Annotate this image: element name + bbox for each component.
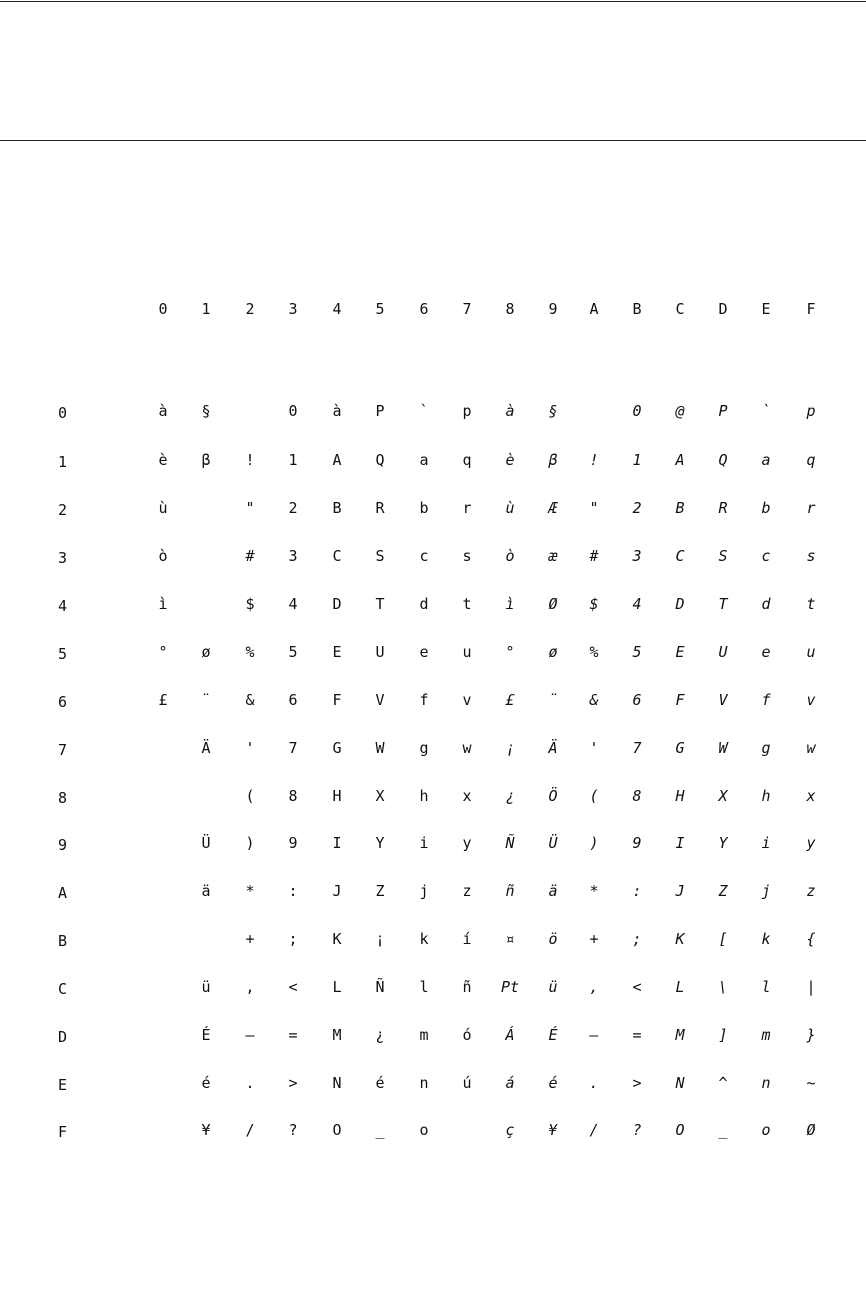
- table-cell: ¡: [375, 930, 385, 948]
- table-cell: Pt: [500, 978, 520, 996]
- table-cell: C: [675, 547, 685, 565]
- table-cell: y: [462, 834, 472, 852]
- table-cell: n: [419, 1074, 429, 1092]
- table-cell: j: [419, 882, 429, 900]
- table-cell: t: [462, 595, 472, 613]
- table-cell: e: [761, 643, 771, 661]
- table-cell: >: [632, 1074, 642, 1092]
- table-cell: I: [332, 834, 342, 852]
- table-cell: U: [375, 643, 385, 661]
- table-cell: 1: [288, 451, 298, 469]
- table-cell: 9: [288, 834, 298, 852]
- table-cell: 6: [632, 691, 642, 709]
- table-cell: n: [761, 1074, 771, 1092]
- table-cell: £: [505, 691, 515, 709]
- table-cell: v: [462, 691, 472, 709]
- table-cell: +: [245, 930, 255, 948]
- table-cell: à: [332, 402, 342, 420]
- table-cell: o: [761, 1121, 771, 1139]
- table-cell: ~: [806, 1074, 816, 1092]
- table-cell: F: [675, 691, 685, 709]
- table-cell: 2: [632, 499, 642, 517]
- table-cell: ç: [505, 1121, 515, 1139]
- column-header: 7: [462, 300, 472, 318]
- column-header: 9: [548, 300, 558, 318]
- column-header: 1: [201, 300, 211, 318]
- table-cell: 0: [632, 402, 642, 420]
- table-cell: J: [332, 882, 342, 900]
- table-cell: §: [548, 402, 558, 420]
- table-cell: 6: [288, 691, 298, 709]
- column-header: 0: [158, 300, 168, 318]
- table-cell: $: [589, 595, 599, 613]
- table-cell: x: [806, 787, 816, 805]
- table-cell: /: [589, 1121, 599, 1139]
- table-cell: N: [675, 1074, 685, 1092]
- table-cell: ò: [158, 547, 168, 565]
- table-cell: Ü: [548, 834, 558, 852]
- table-cell: S: [375, 547, 385, 565]
- table-cell: q: [806, 451, 816, 469]
- table-cell: \: [718, 978, 728, 996]
- table-cell: V: [718, 691, 728, 709]
- table-cell: 4: [632, 595, 642, 613]
- table-cell: ': [245, 739, 255, 757]
- table-cell: é: [375, 1074, 385, 1092]
- table-cell: t: [806, 595, 816, 613]
- table-cell: ¡: [505, 739, 515, 757]
- table-cell: z: [806, 882, 816, 900]
- table-cell: ù: [505, 499, 515, 517]
- table-cell: [: [718, 930, 728, 948]
- table-cell: Á: [505, 1026, 515, 1044]
- table-cell: _: [375, 1121, 385, 1139]
- table-cell: =: [632, 1026, 642, 1044]
- column-header: 3: [288, 300, 298, 318]
- table-cell: k: [761, 930, 771, 948]
- table-cell: Ü: [201, 834, 211, 852]
- row-header: 4: [58, 597, 68, 615]
- table-cell: Ñ: [505, 834, 515, 852]
- table-cell: `: [761, 402, 771, 420]
- table-cell: é: [548, 1074, 558, 1092]
- table-cell: ¨: [548, 691, 558, 709]
- table-cell: s: [462, 547, 472, 565]
- table-cell: G: [332, 739, 342, 757]
- table-cell: K: [332, 930, 342, 948]
- table-cell: =: [288, 1026, 298, 1044]
- table-cell: &: [245, 691, 255, 709]
- column-header: A: [589, 300, 599, 318]
- table-cell: f: [761, 691, 771, 709]
- table-cell: T: [718, 595, 728, 613]
- table-cell: !: [245, 451, 255, 469]
- table-cell: 7: [632, 739, 642, 757]
- table-cell: ?: [288, 1121, 298, 1139]
- table-cell: H: [332, 787, 342, 805]
- table-cell: ¨: [201, 691, 211, 709]
- table-cell: g: [761, 739, 771, 757]
- table-cell: ]: [718, 1026, 728, 1044]
- table-cell: W: [718, 739, 728, 757]
- table-cell: 5: [632, 643, 642, 661]
- table-cell: P: [718, 402, 728, 420]
- table-cell: ¿: [375, 1026, 385, 1044]
- row-header: 9: [58, 836, 68, 854]
- table-cell: è: [158, 451, 168, 469]
- column-header: 2: [245, 300, 255, 318]
- row-header: F: [58, 1123, 68, 1141]
- table-cell: ì: [505, 595, 515, 613]
- table-cell: –: [245, 1026, 255, 1044]
- table-cell: Ñ: [375, 978, 385, 996]
- table-cell: í: [462, 930, 472, 948]
- table-cell: r: [462, 499, 472, 517]
- table-cell: M: [332, 1026, 342, 1044]
- table-cell: o: [419, 1121, 429, 1139]
- table-cell: ó: [462, 1026, 472, 1044]
- table-cell: Ø: [806, 1121, 816, 1139]
- table-cell: `: [419, 402, 429, 420]
- table-cell: æ: [548, 547, 558, 565]
- table-cell: 1: [632, 451, 642, 469]
- table-cell: }: [806, 1026, 816, 1044]
- table-cell: ø: [548, 643, 558, 661]
- table-cell: .: [589, 1074, 599, 1092]
- table-cell: #: [589, 547, 599, 565]
- table-cell: p: [462, 402, 472, 420]
- table-cell: 8: [288, 787, 298, 805]
- table-cell: ¿: [505, 787, 515, 805]
- table-cell: z: [462, 882, 472, 900]
- table-cell: ä: [548, 882, 558, 900]
- table-cell: ": [589, 499, 599, 517]
- table-cell: h: [761, 787, 771, 805]
- table-cell: Y: [718, 834, 728, 852]
- table-cell: W: [375, 739, 385, 757]
- table-cell: 3: [288, 547, 298, 565]
- table-cell: B: [675, 499, 685, 517]
- table-cell: (: [589, 787, 599, 805]
- table-cell: ': [589, 739, 599, 757]
- table-cell: 5: [288, 643, 298, 661]
- table-cell: ): [245, 834, 255, 852]
- table-cell: β: [201, 451, 211, 469]
- table-cell: ñ: [505, 882, 515, 900]
- table-cell: l: [419, 978, 429, 996]
- table-cell: B: [332, 499, 342, 517]
- table-cell: <: [632, 978, 642, 996]
- table-cell: b: [761, 499, 771, 517]
- row-header: 2: [58, 501, 68, 519]
- table-cell: J: [675, 882, 685, 900]
- table-cell: O: [332, 1121, 342, 1139]
- table-cell: m: [419, 1026, 429, 1044]
- table-cell: *: [245, 882, 255, 900]
- table-cell: ú: [462, 1074, 472, 1092]
- table-cell: 4: [288, 595, 298, 613]
- table-cell: Z: [718, 882, 728, 900]
- table-cell: c: [761, 547, 771, 565]
- table-cell: y: [806, 834, 816, 852]
- row-header: 5: [58, 645, 68, 663]
- table-cell: ¥: [201, 1121, 211, 1139]
- row-header: 7: [58, 741, 68, 759]
- table-cell: ö: [548, 930, 558, 948]
- table-cell: X: [718, 787, 728, 805]
- table-cell: i: [419, 834, 429, 852]
- table-cell: |: [806, 978, 816, 996]
- table-cell: D: [675, 595, 685, 613]
- table-cell: ?: [632, 1121, 642, 1139]
- table-cell: F: [332, 691, 342, 709]
- table-cell: (: [245, 787, 255, 805]
- table-cell: h: [419, 787, 429, 805]
- table-cell: é: [201, 1074, 211, 1092]
- table-cell: #: [245, 547, 255, 565]
- row-header: 3: [58, 549, 68, 567]
- table-cell: u: [462, 643, 472, 661]
- row-header: 1: [58, 453, 68, 471]
- row-header: A: [58, 884, 68, 902]
- row-header: E: [58, 1076, 68, 1094]
- table-cell: β: [548, 451, 558, 469]
- table-cell: d: [419, 595, 429, 613]
- table-cell: ): [589, 834, 599, 852]
- table-cell: E: [675, 643, 685, 661]
- table-cell: 3: [632, 547, 642, 565]
- row-header: D: [58, 1028, 68, 1046]
- table-cell: *: [589, 882, 599, 900]
- table-cell: ¥: [548, 1121, 558, 1139]
- column-header: 6: [419, 300, 429, 318]
- table-cell: T: [375, 595, 385, 613]
- table-cell: {: [806, 930, 816, 948]
- row-header: B: [58, 932, 68, 950]
- table-cell: 7: [288, 739, 298, 757]
- table-cell: f: [419, 691, 429, 709]
- table-cell: _: [718, 1121, 728, 1139]
- table-cell: N: [332, 1074, 342, 1092]
- table-cell: ,: [589, 978, 599, 996]
- table-cell: :: [288, 882, 298, 900]
- table-cell: ù: [158, 499, 168, 517]
- table-cell: E: [332, 643, 342, 661]
- table-cell: Æ: [548, 499, 558, 517]
- table-cell: %: [245, 643, 255, 661]
- table-cell: R: [375, 499, 385, 517]
- table-cell: U: [718, 643, 728, 661]
- table-cell: s: [806, 547, 816, 565]
- table-cell: i: [761, 834, 771, 852]
- table-cell: à: [505, 402, 515, 420]
- table-cell: V: [375, 691, 385, 709]
- row-header: 8: [58, 789, 68, 807]
- column-header: 8: [505, 300, 515, 318]
- table-cell: q: [462, 451, 472, 469]
- table-cell: à: [158, 402, 168, 420]
- table-cell: P: [375, 402, 385, 420]
- table-cell: k: [419, 930, 429, 948]
- table-cell: ;: [632, 930, 642, 948]
- table-cell: w: [806, 739, 816, 757]
- table-cell: /: [245, 1121, 255, 1139]
- table-cell: C: [332, 547, 342, 565]
- table-cell: S: [718, 547, 728, 565]
- table-cell: ,: [245, 978, 255, 996]
- table-cell: §: [201, 402, 211, 420]
- column-header: B: [632, 300, 642, 318]
- table-cell: Q: [375, 451, 385, 469]
- table-cell: ò: [505, 547, 515, 565]
- column-header: 5: [375, 300, 385, 318]
- table-cell: d: [761, 595, 771, 613]
- table-cell: ñ: [462, 978, 472, 996]
- table-cell: b: [419, 499, 429, 517]
- table-cell: <: [288, 978, 298, 996]
- table-cell: Z: [375, 882, 385, 900]
- table-cell: +: [589, 930, 599, 948]
- table-cell: e: [419, 643, 429, 661]
- table-cell: Ö: [548, 787, 558, 805]
- table-cell: °: [158, 643, 168, 661]
- table-cell: .: [245, 1074, 255, 1092]
- table-cell: Ø: [548, 595, 558, 613]
- table-cell: l: [761, 978, 771, 996]
- table-cell: ^: [718, 1074, 728, 1092]
- table-cell: $: [245, 595, 255, 613]
- table-cell: &: [589, 691, 599, 709]
- table-cell: ì: [158, 595, 168, 613]
- table-cell: G: [675, 739, 685, 757]
- column-header: E: [761, 300, 771, 318]
- row-header: C: [58, 980, 68, 998]
- table-cell: ü: [548, 978, 558, 996]
- table-cell: L: [332, 978, 342, 996]
- table-cell: 9: [632, 834, 642, 852]
- table-cell: ä: [201, 882, 211, 900]
- table-cell: u: [806, 643, 816, 661]
- table-cell: –: [589, 1026, 599, 1044]
- table-cell: É: [201, 1026, 211, 1044]
- table-cell: x: [462, 787, 472, 805]
- table-cell: A: [675, 451, 685, 469]
- table-cell: Ä: [548, 739, 558, 757]
- table-cell: a: [761, 451, 771, 469]
- column-header: D: [718, 300, 728, 318]
- table-cell: è: [505, 451, 515, 469]
- table-cell: p: [806, 402, 816, 420]
- table-cell: ;: [288, 930, 298, 948]
- table-cell: á: [505, 1074, 515, 1092]
- table-cell: I: [675, 834, 685, 852]
- table-cell: 2: [288, 499, 298, 517]
- table-cell: a: [419, 451, 429, 469]
- row-header: 6: [58, 693, 68, 711]
- column-header: F: [806, 300, 816, 318]
- table-cell: H: [675, 787, 685, 805]
- table-cell: g: [419, 739, 429, 757]
- table-cell: j: [761, 882, 771, 900]
- table-cell: °: [505, 643, 515, 661]
- table-cell: Ä: [201, 739, 211, 757]
- table-cell: ø: [201, 643, 211, 661]
- table-cell: >: [288, 1074, 298, 1092]
- table-cell: m: [761, 1026, 771, 1044]
- table-cell: A: [332, 451, 342, 469]
- table-cell: L: [675, 978, 685, 996]
- table-cell: Q: [718, 451, 728, 469]
- table-cell: ": [245, 499, 255, 517]
- table-cell: w: [462, 739, 472, 757]
- column-header: C: [675, 300, 685, 318]
- table-cell: Y: [375, 834, 385, 852]
- table-cell: ¤: [505, 930, 515, 948]
- table-cell: v: [806, 691, 816, 709]
- table-cell: 8: [632, 787, 642, 805]
- row-header: 0: [58, 404, 68, 422]
- table-cell: @: [675, 402, 685, 420]
- table-cell: 0: [288, 402, 298, 420]
- table-cell: !: [589, 451, 599, 469]
- table-cell: X: [375, 787, 385, 805]
- table-cell: É: [548, 1026, 558, 1044]
- table-cell: O: [675, 1121, 685, 1139]
- table-cell: £: [158, 691, 168, 709]
- table-cell: M: [675, 1026, 685, 1044]
- table-cell: r: [806, 499, 816, 517]
- table-cell: D: [332, 595, 342, 613]
- table-cell: R: [718, 499, 728, 517]
- table-cell: ü: [201, 978, 211, 996]
- table-cell: :: [632, 882, 642, 900]
- table-cell: K: [675, 930, 685, 948]
- column-header: 4: [332, 300, 342, 318]
- table-cell: %: [589, 643, 599, 661]
- table-cell: c: [419, 547, 429, 565]
